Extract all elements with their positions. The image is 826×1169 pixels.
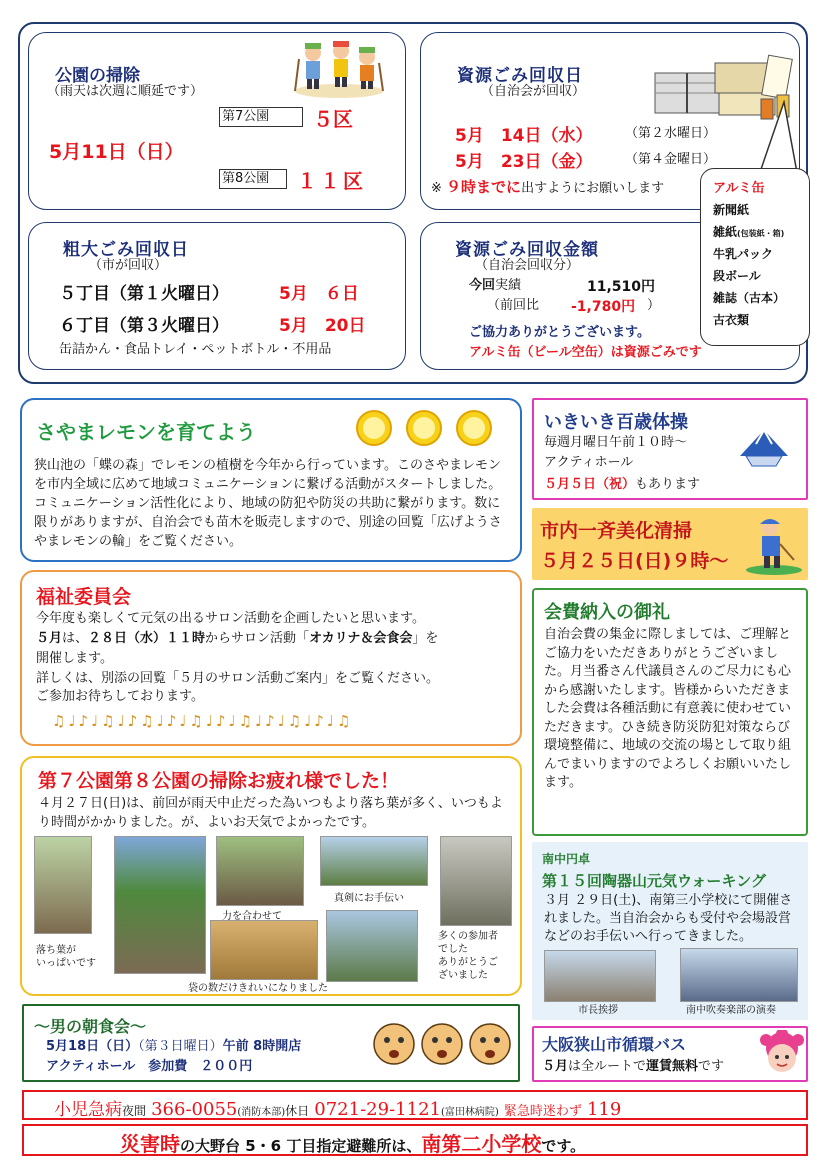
exercise-line1: 毎週月曜日午前１０時～ (544, 435, 688, 450)
photo-gutter (440, 836, 512, 926)
welfare-line2-f: 」を (412, 631, 439, 646)
emergency-line (54, 1095, 621, 1120)
amount-now (469, 277, 521, 295)
amount-prev-close: ） (647, 298, 661, 313)
welfare-line1: 今年度も楽しくて元気の出るサロン活動を企画したいと思います。 (36, 611, 425, 626)
photo-band (680, 948, 798, 1002)
city-cleanup-box (532, 508, 808, 580)
bus-title: 大阪狭山市循環バス (542, 1035, 687, 1054)
breakfast-date: 5月18日（日） (46, 1039, 139, 1054)
lemon-body: 狭山池の「蝶の森」でレモンの植樹を今年から行っています。このさやまレモンを市内全域に広めて地域コミュニケーションに繋げる活動がスタートしました。コミュニケーション活性化により、地域の防犯や防災の共助に繋がります。数に限りがありますが、自治会でも苗木を販売しますので、別途の回覧「広げようさやまレモンの輪」をご覧ください。 (34, 458, 502, 549)
shelter-text: の大野台 5・6 丁目指定避難所は、 (180, 1137, 422, 1155)
bus-box (532, 1026, 808, 1082)
breakfast-week: （第３日曜日） (138, 1039, 223, 1054)
bus-line (542, 1058, 724, 1076)
welfare-line2-b: は、 (62, 631, 89, 646)
bubble-item-misc-paper (713, 223, 784, 240)
exercise-holiday-rest: もあります (635, 477, 701, 492)
notice-deadline: ９時までに (446, 178, 522, 196)
oversize-sub: （市が回収） (89, 258, 168, 273)
kids-cleaning-icon (291, 35, 387, 99)
recycle-date-1: 5月 14日（水） (455, 126, 593, 146)
alu-note: アルミ缶（ビール空缶）は資源ごみです (469, 345, 702, 360)
disaster-label: 災害時 (120, 1132, 180, 1156)
park-report-box (20, 756, 522, 996)
fee-title: 会費納入の御礼 (544, 602, 670, 623)
park-cleaning-title: 公園の掃除 (55, 66, 140, 86)
kabuto-icon (736, 426, 792, 470)
exercise-line3 (544, 476, 700, 494)
breakfast-line1 (46, 1038, 301, 1056)
welfare-datetime: ２８日（水）１１時 (88, 631, 206, 646)
breakfast-title: ～男の朝食会～ (34, 1017, 147, 1036)
welfare-month: ５月 (36, 631, 63, 646)
ward8-value: １１区 (297, 169, 366, 193)
breakfast-line2: アクティホール 参加費 ２００円 (46, 1059, 253, 1074)
breakfast-time: 午前 8時開店 (222, 1039, 302, 1054)
lemon-slices-icon (354, 408, 494, 448)
amount-prev-value: -1,780円 (571, 299, 636, 315)
amount-thanks: ご協力ありがとうございます。 (469, 325, 650, 340)
bus-line-b: は全ルートで (568, 1059, 647, 1074)
recyclable-items-bubble (700, 168, 810, 346)
photo-sweep (326, 910, 418, 982)
park-report-title: 第７公園第８公園の掃除お疲れ様でした！ (38, 770, 400, 792)
photo-leaves (34, 836, 92, 934)
photo-mayor (544, 950, 656, 1002)
notice-rest: 出すようにお願いします (521, 181, 665, 196)
recycle-note-1: （第２水曜日） (625, 126, 717, 141)
shelter-end: です。 (541, 1137, 586, 1155)
caption-leaves: 落ち葉が いっぱいです (36, 945, 96, 969)
music-notes-decoration: ♫♩♪♩♫♩♪♫♩♪♩♫♩♪♩♫♩♪♩♫♩♪♩♫ (52, 712, 354, 730)
amount-now-label2: 実績 (495, 278, 522, 293)
park-cleaning-date: 5月11日（日） (49, 141, 184, 163)
bubble-item-clothes: 古衣類 (713, 313, 750, 327)
oversize-title: 粗大ごみ回収日 (63, 240, 189, 260)
notice-mark: ※ (431, 181, 442, 196)
welfare-line4: 詳しくは、別添の回覧「５月のサロン活動ご案内」をご覧ください。 (36, 671, 440, 686)
caption-band: 南中吹奏楽部の演奏 (686, 1005, 776, 1016)
exercise-title: いきいき百歳体操 (544, 412, 688, 433)
lemon-box (20, 398, 522, 562)
caption-participants: 多くの参加者 でした ありがとうご ざいました (438, 931, 498, 981)
amount-title: 資源ごみ回収金額 (455, 240, 599, 260)
park-cleaning-box (28, 32, 406, 210)
night-org: (消防本部) (237, 1107, 286, 1118)
holiday-label: 休日 (285, 1104, 310, 1118)
holiday-phone: 0721-29-1121 (314, 1099, 441, 1120)
photo-trees (114, 836, 206, 974)
bus-line-d: です (698, 1059, 725, 1074)
walking-body: ３月 ２９日(土)、南第三小学校にて開催されました。当自治会からも受付や会場設営などのお手伝いへ行ってきました。 (544, 893, 793, 944)
city-cleanup-title: 市内一斉美化清掃 (540, 520, 693, 542)
welfare-box (20, 570, 522, 746)
exercise-holiday: ５月５日（祝） (544, 477, 636, 492)
shelter-bar (22, 1124, 808, 1156)
amount-now-label: 今回 (469, 278, 496, 293)
gardener-icon (744, 514, 804, 576)
night-phone: 366-0055 (151, 1099, 238, 1120)
caption-bags: 袋の数だけきれいになりました (188, 983, 328, 994)
bubble-item-magazine: 雑誌（古本） (713, 291, 786, 305)
bus-free: 運賃無料 (646, 1059, 699, 1074)
walking-box (532, 842, 808, 1020)
caption-mayor: 市長挨拶 (578, 1005, 618, 1016)
exercise-line2: アクティホール (544, 455, 634, 470)
shelter-line (120, 1128, 585, 1157)
recycle-days-sub: （自治会が回収） (481, 84, 586, 99)
bubble-item-misc-paper-label: 雑紙 (713, 225, 738, 239)
bubble-item-alu: アルミ缶 (713, 181, 765, 196)
recycle-note-2: （第４金曜日） (625, 152, 717, 167)
park-report-body: ４月２７日(日)は、前回が雨天中止だった為いつもより落ち葉が多く、いつもより時間がかかりました。が、よいお天気でよかったです。 (38, 796, 503, 830)
emergency-label: 緊急時迷わず (503, 1104, 582, 1119)
oversize-row2-label: ６丁目（第３火曜日） (59, 316, 229, 336)
bubble-item-cardboard: 段ボール (713, 269, 761, 283)
amount-sub: （自治会回収分） (475, 258, 580, 273)
photo-helping (320, 836, 428, 886)
kid-label: 小児急病 (54, 1100, 122, 1120)
night-label: 夜間 (122, 1104, 147, 1118)
bus-month: ５月 (542, 1059, 569, 1074)
welfare-line2-d: からサロン活動「 (205, 631, 310, 646)
city-cleanup-date: ５月２５日(日)９時～ (540, 550, 729, 572)
photo-bags (210, 920, 318, 980)
exercise-box (532, 398, 808, 500)
amount-now-value: 11,510円 (587, 279, 656, 295)
fee-body: 自治会費の集金に際しましては、ご理解とご協力をいただきありがとうございました。月当番さん代議員さんのご尽力にも心から感謝いたします。皆様からいただきました会費は各種活動に有意義に使わせていただきます。ひき続き防災防犯対策ならび環境整備に、地域の交流の場として取り組んでまいりますのでよろしくお願いいたします。 (544, 627, 792, 790)
bubble-item-newspaper: 新聞紙 (713, 203, 750, 217)
welfare-line5: ご参加お待ちしております。 (36, 689, 204, 704)
breakfast-box (22, 1004, 520, 1082)
amount-prev-label: （前回比 (487, 298, 540, 313)
park7-label: 第7公園 (219, 107, 303, 127)
recycle-days-title: 資源ごみ回収日 (457, 66, 583, 86)
walking-title: 第１５回陶器山元気ウォーキング (542, 872, 766, 890)
mascot-icon (758, 1030, 806, 1080)
walking-org: 南中円卓 (542, 852, 591, 866)
holiday-org: (富田林病院) (440, 1107, 499, 1118)
shelter-school: 南第二小学校 (421, 1132, 542, 1156)
welfare-event: オカリナ＆会食会 (309, 631, 413, 646)
oversize-row1-date: 5月 ６日 (279, 284, 359, 304)
welfare-title: 福祉委員会 (36, 586, 132, 608)
bubble-item-milk: 牛乳パック (713, 247, 774, 261)
park8-label: 第8公園 (219, 169, 287, 189)
bubble-item-misc-paper-sub: (包装紙・箱) (737, 229, 785, 238)
lemon-title: さやまレモンを育てよう (36, 420, 256, 444)
oversize-note: 缶詰かん・食品トレイ・ペットボトル・不用品 (59, 342, 332, 357)
recycle-date-2: 5月 23日（金） (455, 152, 593, 172)
oversize-box (28, 222, 406, 370)
oversize-row2-date: 5月 20日 (279, 316, 366, 336)
welfare-line2 (36, 630, 438, 648)
ward7-value: ５区 (313, 107, 353, 131)
caption-together: 力を合わせて (222, 911, 282, 922)
park-cleaning-note: （雨天は次週に順延です） (47, 84, 204, 99)
recycle-notice (431, 178, 664, 198)
caption-helping: 真剣にお手伝い (334, 893, 404, 904)
men-faces-icon (372, 1014, 512, 1076)
oversize-row1-label: ５丁目（第１火曜日） (59, 284, 229, 304)
welfare-line3: 開催します。 (36, 651, 113, 666)
fee-box (532, 588, 808, 836)
emergency-bar (22, 1090, 808, 1120)
photo-together (216, 836, 304, 906)
emergency-number: 119 (586, 1099, 622, 1120)
